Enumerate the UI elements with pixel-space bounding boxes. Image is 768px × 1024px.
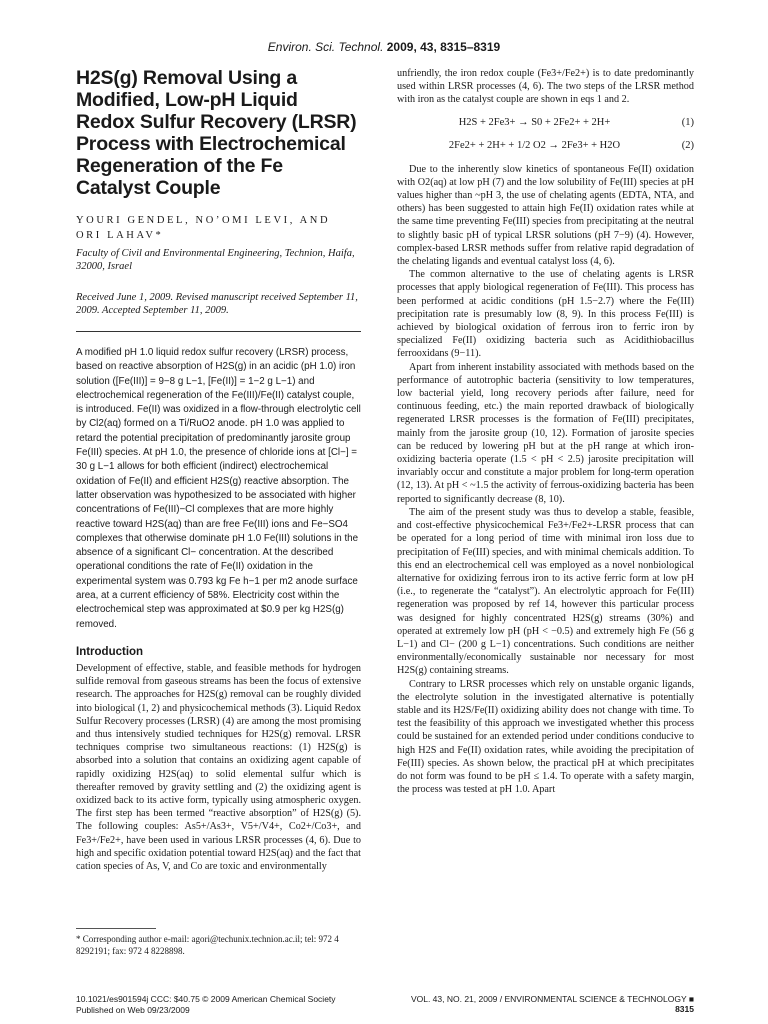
published-line: Published on Web 09/23/2009: [76, 1005, 190, 1015]
journal-header: [0, 40, 768, 54]
citation: 2009, 43, 8315–8319: [386, 40, 501, 54]
body-paragraph: Apart from inherent instability associated with methods based on the performance of autotrophic bacteria (sensitivity to low temperatures, low bacterial yield, long recovery periods after failure, need for continuous feeding, etc.) the main reported drawback of biologically regenerated LRSR processes is the formation of Fe(III) precipitates, mainly from the jarosite group (10, 12). Formation of jarosite species can be reduced by lowering pH but at the pH range at which iron-oxidizing bacteria operate (1.5 < pH < 2.5) jarosite precipitation will invariably occur and constitute a major problem for long-term operation (12, 13). At pH < ~1.5 the activity of ferrous-oxidizing bacteria has been reported to significantly decrease (8, 10).: [397, 361, 694, 505]
authors: YOURI GENDEL, NO’OMI LEVI, AND ORI LAHAV*: [76, 215, 331, 241]
equation-formula: H2S + 2Fe3+ → S0 + 2Fe2+ + 2H+: [458, 116, 611, 128]
corresponding-author: * Corresponding author e-mail: agori@techunix.technion.ac.il; tel: 972 4 8292191; fax: 972 4 8228898.: [76, 934, 339, 956]
intro-heading: Introduction: [76, 645, 144, 658]
body-paragraph: unfriendly, the iron redox couple (Fe3+/Fe2+) is to date predominantly used within LRSR processes (4, 6). The two steps of the LRSR method with iron as the catalyst couple are shown in eqs 1 and 2.: [397, 68, 694, 106]
equation-number: (2): [681, 139, 694, 151]
page-number: 8315: [675, 1004, 694, 1014]
affiliation: Faculty of Civil and Environmental Engineering, Technion, Haifa, 32000, Israel: [76, 248, 355, 272]
received-dates: Received June 1, 2009. Revised manuscript received September 11, 2009. Accepted September 11, 2009.: [76, 292, 358, 316]
paper-title: H2S(g) Removal Using a Modified, Low-pH Liquid Redox Sulfur Recovery (LRSR) Process with Electrochemical Regeneration of the Fe Catalyst Couple: [76, 67, 357, 199]
equation-1: [397, 117, 694, 128]
volume-line: VOL. 43, NO. 21, 2009 / ENVIRONMENTAL SCIENCE & TECHNOLOGY ■: [410, 994, 694, 1004]
divider: [76, 331, 361, 332]
footnote: [76, 928, 361, 957]
intro-paragraph: Development of effective, stable, and feasible methods for hydrogen sulfide removal from gaseous streams has been the focus of extensive research. The approaches for H2S(g) removal can be roughly divided into biological (1, 2) and physicochemical methods (3). Liquid Redox Sulfur Recovery processes (LRSR) (4) are among the most promising and thus intensively studied techniques for H2S(g) removal. LRSR techniques comprise two simultaneous reactions: (1) H2S(g) is absorbed into a solution that contains an oxidizing agent capable of rapidly oxidizing H2S(aq) to solid elemental sulfur which is thereafter removed by gravity settling and (2) the oxidizing agent is oxidized back to its active form, typically using atmospheric oxygen. The first step has been termed “reactive absorption” of H2S(g) (5). The following couples: As5+/As3+, V5+/V4+, Co2+/Co3+, and Fe3+/Fe2+, have been used in various LRSR processes (4, 6). Due to high and specific oxidation potential toward H2S(aq) and the fact that cation species of As, V, and Co are toxic and environmentally: [76, 662, 361, 872]
right-column: [397, 67, 694, 796]
body-paragraph: Contrary to LRSR processes which rely on unstable organic ligands, the electrolyte solution in the investigated alternative is potentially stable and its H2S/Fe(II) oxidizing ability does not change with time. To test the feasibility of this approach we investigated whether this process could be sustained for an extended period under conditions conducive to high H2S and Fe(II) oxidation rates, while avoiding the precipitation of Fe(III) species. As shown below, the practical pH at which precipitates do not form was found to be pH ≤ 1.4. To operate with a safety margin, the process was tested at pH 1.0. Apart: [397, 678, 694, 796]
body-paragraph: The aim of the present study was thus to develop a stable, feasible, and cost-effective physicochemical Fe3+/Fe2+-LRSR process that can be operated for a long period of time with minimal iron loss due to precipitation of Fe(III) species, and with minimal chemicals addition. To this end an electrochemical cell was employed as a novel nonbiological alternative for oxidizing ferrous iron to its active ferric form at low pH (i.e., to regenerate the “catalyst”). An electrolytic approach for Fe(III) regeneration was proposed by ref 14, however this particular process was designed for highly concentrated H2S(g) streams (30%) and operated at extremely low pH (pH < −0.5) and extremely high Fe (56 g L−1) and Cl− (200 g L−1) concentrations. Such conditions are neither environmentally/economically sustainable nor necessary for most H2S(g) containing streams.: [397, 506, 694, 677]
journal-name: Environ. Sci. Technol.: [267, 40, 384, 54]
footer-right: [397, 994, 694, 1014]
left-column: [76, 67, 361, 873]
body-paragraph: The common alternative to the use of chelating agents is LRSR processes that apply biological regeneration of Fe(III). This process has been performed at acidic conditions (pH 1.5−2.7) where the Fe(III) precipitation rate is presumably low (8, 9). In this process Fe(III) is achieved by biological oxidation of ferrous iron to ferric iron by specialized Fe(II) oxidizing bacteria such as Acidithiobacillus ferrooxidans (9−11).: [397, 269, 694, 360]
equation-2: [397, 140, 694, 151]
abstract: A modified pH 1.0 liquid redox sulfur recovery (LRSR) process, based on reactive absorption of H2S(g) in an acidic (pH 1.0) iron solution ([Fe(III)] = 9−8 g L−1, [Fe(II)] = 1−2 g L−1) and electrochemical regeneration of the Fe(III)/Fe(II) catalyst couple, is introduced. Fe(II) was oxidized in a flow-through electrolytic cell by Cl2(aq) formed on a Ti/RuO2 anode. pH 1.0 was applied to retard the potential precipitation of predominantly jarosite group Fe(III) species. At pH 1.0, the presence of chloride ions at [Cl−] = 30 g L−1 allows for both efficient (indirect) electrochemical oxidation of Fe(II) and efficient H2S(g) reactive absorption. The latter observation was hypothesized to be associated with higher concentrations of Fe(III)−Cl complexes that are more highly reactive toward H2S(aq) than are free Fe(III) ions and Fe−SO4 complexes that otherwise dominate pH 1.0 Fe(III) solutions in the absence of a significant Cl− concentration. At the described operational conditions the rate of Fe(II) oxidation in the experimental system was 0.793 kg Fe h−1 per m2 anode surface area, at a current efficiency of 58%. Electricity cost within the electrochemical step was approximated at $0.9 per kg H2S(g) removed.: [76, 347, 361, 630]
footnote-divider: [76, 928, 156, 929]
footer-left: [76, 994, 336, 1016]
equation-formula: 2Fe2+ + 2H+ + 1/2 O2 → 2Fe3+ + H2O: [448, 139, 621, 151]
equation-number: (1): [681, 116, 694, 128]
body-paragraph: Due to the inherently slow kinetics of spontaneous Fe(II) oxidation with O2(aq) at low pH (7) and the low solubility of Fe(III) species at pH values higher than ~pH 3, the use of chelating agents (EDTA, NTA, and others) has been suggested to attain high Fe(II) oxidation rates while at the same time preventing Fe(III) species from precipitating at the neutral to slightly basic pH of typical LRSR solutions (pH 7−9) (4). However, complex-based LRSR methods suffer from relative rapid degradation of the chelating ligands and eventual catalyst loss (4, 6).: [397, 163, 694, 268]
doi-line: 10.1021/es901594j CCC: $40.75 © 2009 American Chemical Society: [76, 994, 336, 1004]
